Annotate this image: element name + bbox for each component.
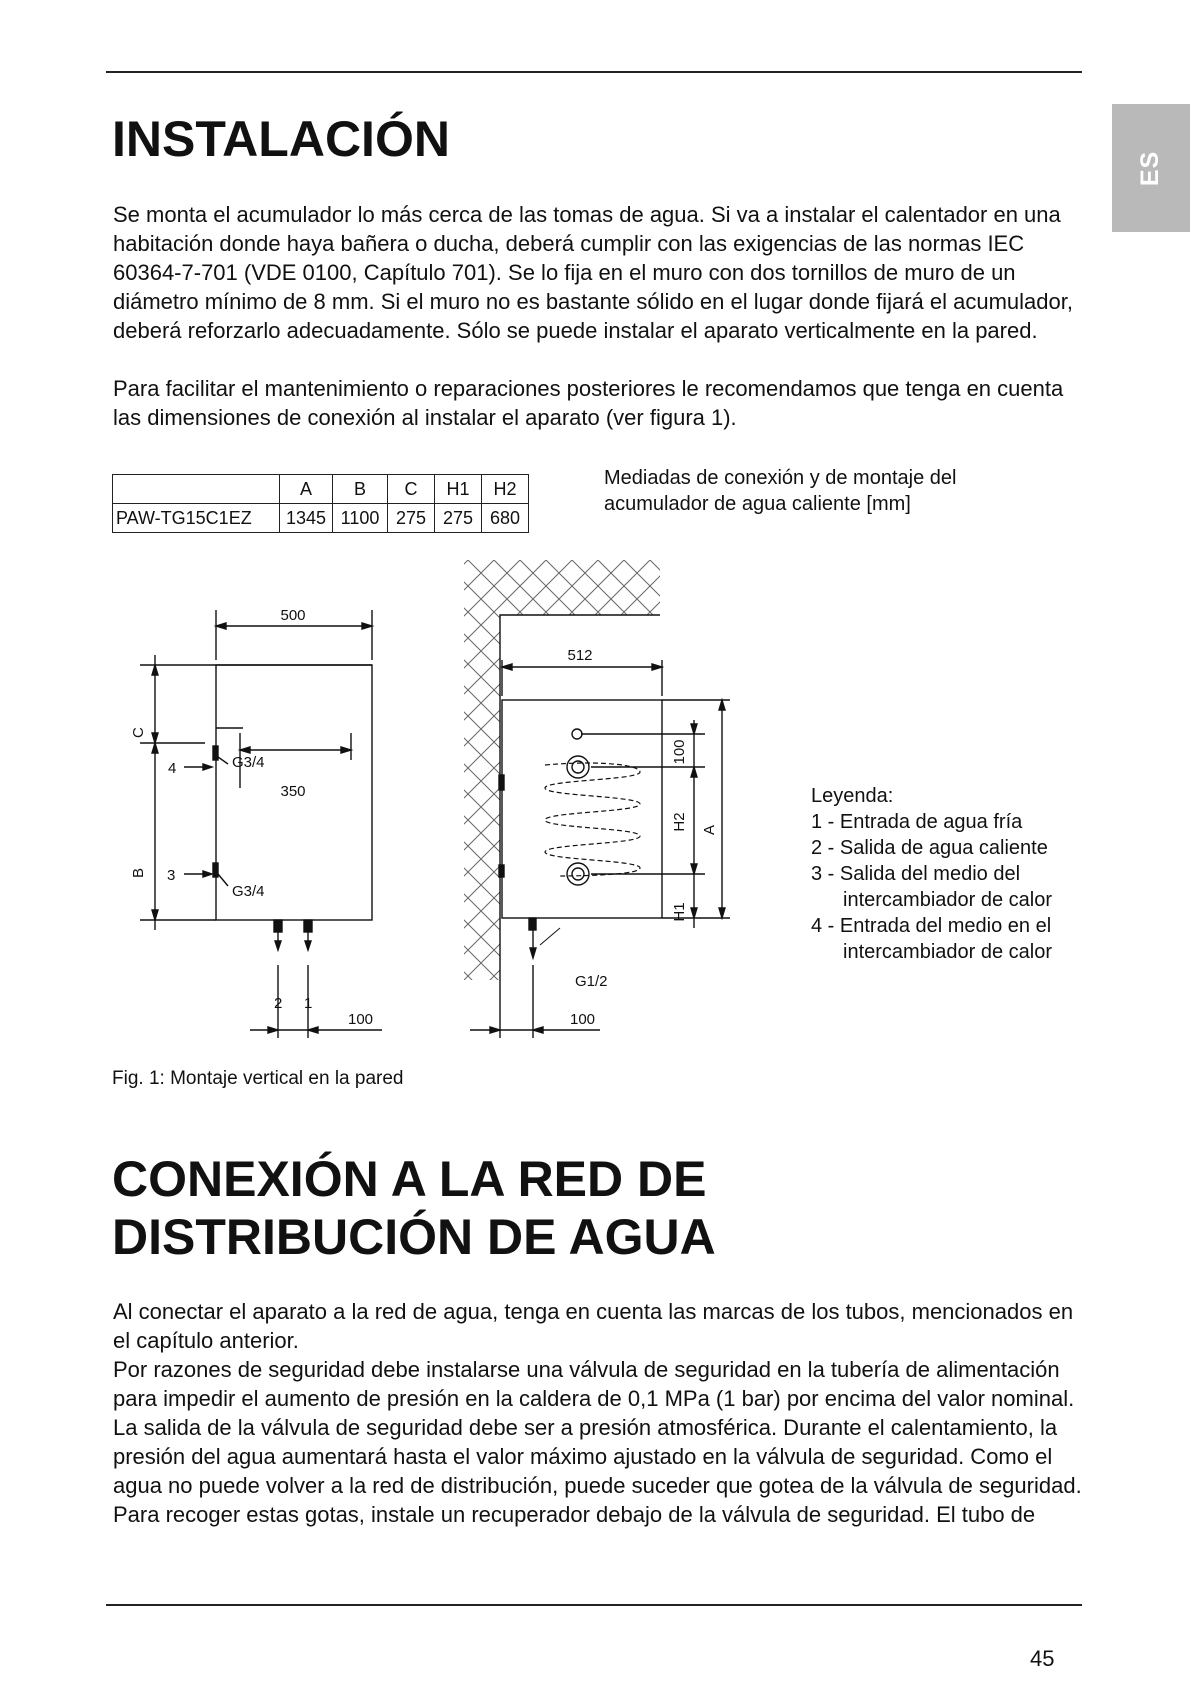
section-title-water-connection-line-1: CONEXIÓN A LA RED DE bbox=[112, 1151, 707, 1207]
figure-legend bbox=[811, 783, 1081, 965]
dimension-c-label: C bbox=[130, 727, 147, 738]
table-caption: Mediadas de conexión y de montaje del acumulador de agua caliente [mm] bbox=[604, 467, 957, 515]
wall-hatch bbox=[464, 560, 660, 980]
side-connection-label: G1/2 bbox=[575, 973, 608, 990]
table-header-cell bbox=[113, 475, 280, 504]
language-tab-label: ES bbox=[1136, 150, 1165, 186]
legend-item: 3 - Salida del medio del intercambiador de calor bbox=[811, 863, 1052, 911]
spacing-label-left: 100 bbox=[348, 1011, 374, 1028]
depth-dimension-label: 512 bbox=[567, 647, 593, 664]
dimension-100-label: 100 bbox=[671, 739, 688, 765]
table-header-cell: B bbox=[333, 475, 388, 504]
spacing-label-right: 100 bbox=[570, 1011, 596, 1028]
callout-1: 1 bbox=[304, 995, 313, 1012]
table-header-cell: C bbox=[388, 475, 435, 504]
installation-paragraph-1: Se monta el acumulador lo más cerca de las tomas de agua. Si va a instalar el calentador en una habitación donde haya bañera o ducha, deberá cumplir con las exigencias de las normas IEC 60364-7-701 (VDE 0100, Capítulo 701). Se lo fija en el muro con dos tornillos de muro de un diámetro mínimo de 8 mm. Si el muro no es bastante sólido en el lugar donde fijará el acumulador, deberá reforzarlo adecuadamente. Sólo se puede instalar el aparato verticalmente en la pared. bbox=[113, 202, 1073, 343]
connection-label-bottom: G3/4 bbox=[232, 883, 265, 900]
dimension-h1-label: H1 bbox=[671, 902, 688, 922]
top-rule bbox=[106, 71, 1082, 73]
table-cell: 1345 bbox=[280, 504, 333, 533]
dimensions-table bbox=[112, 474, 529, 533]
legend-title: Leyenda: bbox=[811, 785, 894, 807]
callout-2: 2 bbox=[274, 995, 283, 1012]
table-cell: 680 bbox=[482, 504, 529, 533]
table-header-cell: H1 bbox=[435, 475, 482, 504]
dimension-h2-label: H2 bbox=[671, 812, 688, 832]
table-header-row bbox=[113, 475, 529, 504]
figure-caption: Fig. 1: Montaje vertical en la pared bbox=[112, 1068, 404, 1089]
front-view-drawing bbox=[140, 610, 382, 1038]
heat-exchanger-coil bbox=[545, 763, 640, 876]
callout-4: 4 bbox=[168, 760, 177, 777]
dimension-a-label: A bbox=[701, 824, 718, 836]
table-cell: 275 bbox=[388, 504, 435, 533]
callout-3: 3 bbox=[167, 867, 176, 884]
section-title-installation: INSTALACIÓN bbox=[112, 111, 450, 167]
legend-item: 1 - Entrada de agua fría bbox=[811, 811, 1023, 833]
installation-paragraph-2: Para facilitar el mantenimiento o reparaciones posteriores le recomendamos que tenga en cuenta las dimensiones de conexión al instalar el aparato (ver figura 1). bbox=[113, 376, 1064, 430]
table-row bbox=[113, 504, 529, 533]
section-title-water-connection-line-2: DISTRIBUCIÓN DE AGUA bbox=[112, 1209, 716, 1265]
connection-label-top: G3/4 bbox=[232, 754, 265, 771]
table-header-cell: H2 bbox=[482, 475, 529, 504]
offset-dimension-label: 350 bbox=[280, 783, 306, 800]
language-tab bbox=[1112, 104, 1190, 232]
water-connection-paragraph-1: Al conectar el aparato a la red de agua, tenga en cuenta las marcas de los tubos, mencionados en el capítulo anterior. bbox=[113, 1299, 1074, 1353]
legend-item: 4 - Entrada del medio en el intercambiador de calor bbox=[811, 915, 1052, 963]
table-cell: 1100 bbox=[333, 504, 388, 533]
table-cell: 275 bbox=[435, 504, 482, 533]
width-dimension-label: 500 bbox=[280, 607, 306, 624]
table-header-cell: A bbox=[280, 475, 333, 504]
bottom-rule bbox=[106, 1604, 1082, 1606]
water-connection-paragraph-2: Por razones de seguridad debe instalarse una válvula de seguridad en la tubería de alimentación para impedir el aumento de presión en la caldera de 0,1 MPa (1 bar) por encima del valor nominal. La salida de la válvula de seguridad debe ser a presión atmosférica. Durante el calentamiento, la presión del agua aumentará hasta el valor máximo ajustado en la válvula de seguridad. Como el agua no puede volver a la red de distribución, puede suceder que gotea de la válvula de seguridad. Para recoger estas gotas, instale un recuperador debajo de la válvula de seguridad. El tubo de bbox=[113, 1357, 1082, 1527]
side-view-drawing bbox=[464, 560, 730, 1038]
legend-item: 2 - Salida de agua caliente bbox=[811, 837, 1048, 859]
dimension-b-label: B bbox=[130, 867, 147, 878]
table-cell-model: PAW-TG15C1EZ bbox=[113, 504, 280, 533]
page-number: 45 bbox=[1030, 1646, 1055, 1671]
